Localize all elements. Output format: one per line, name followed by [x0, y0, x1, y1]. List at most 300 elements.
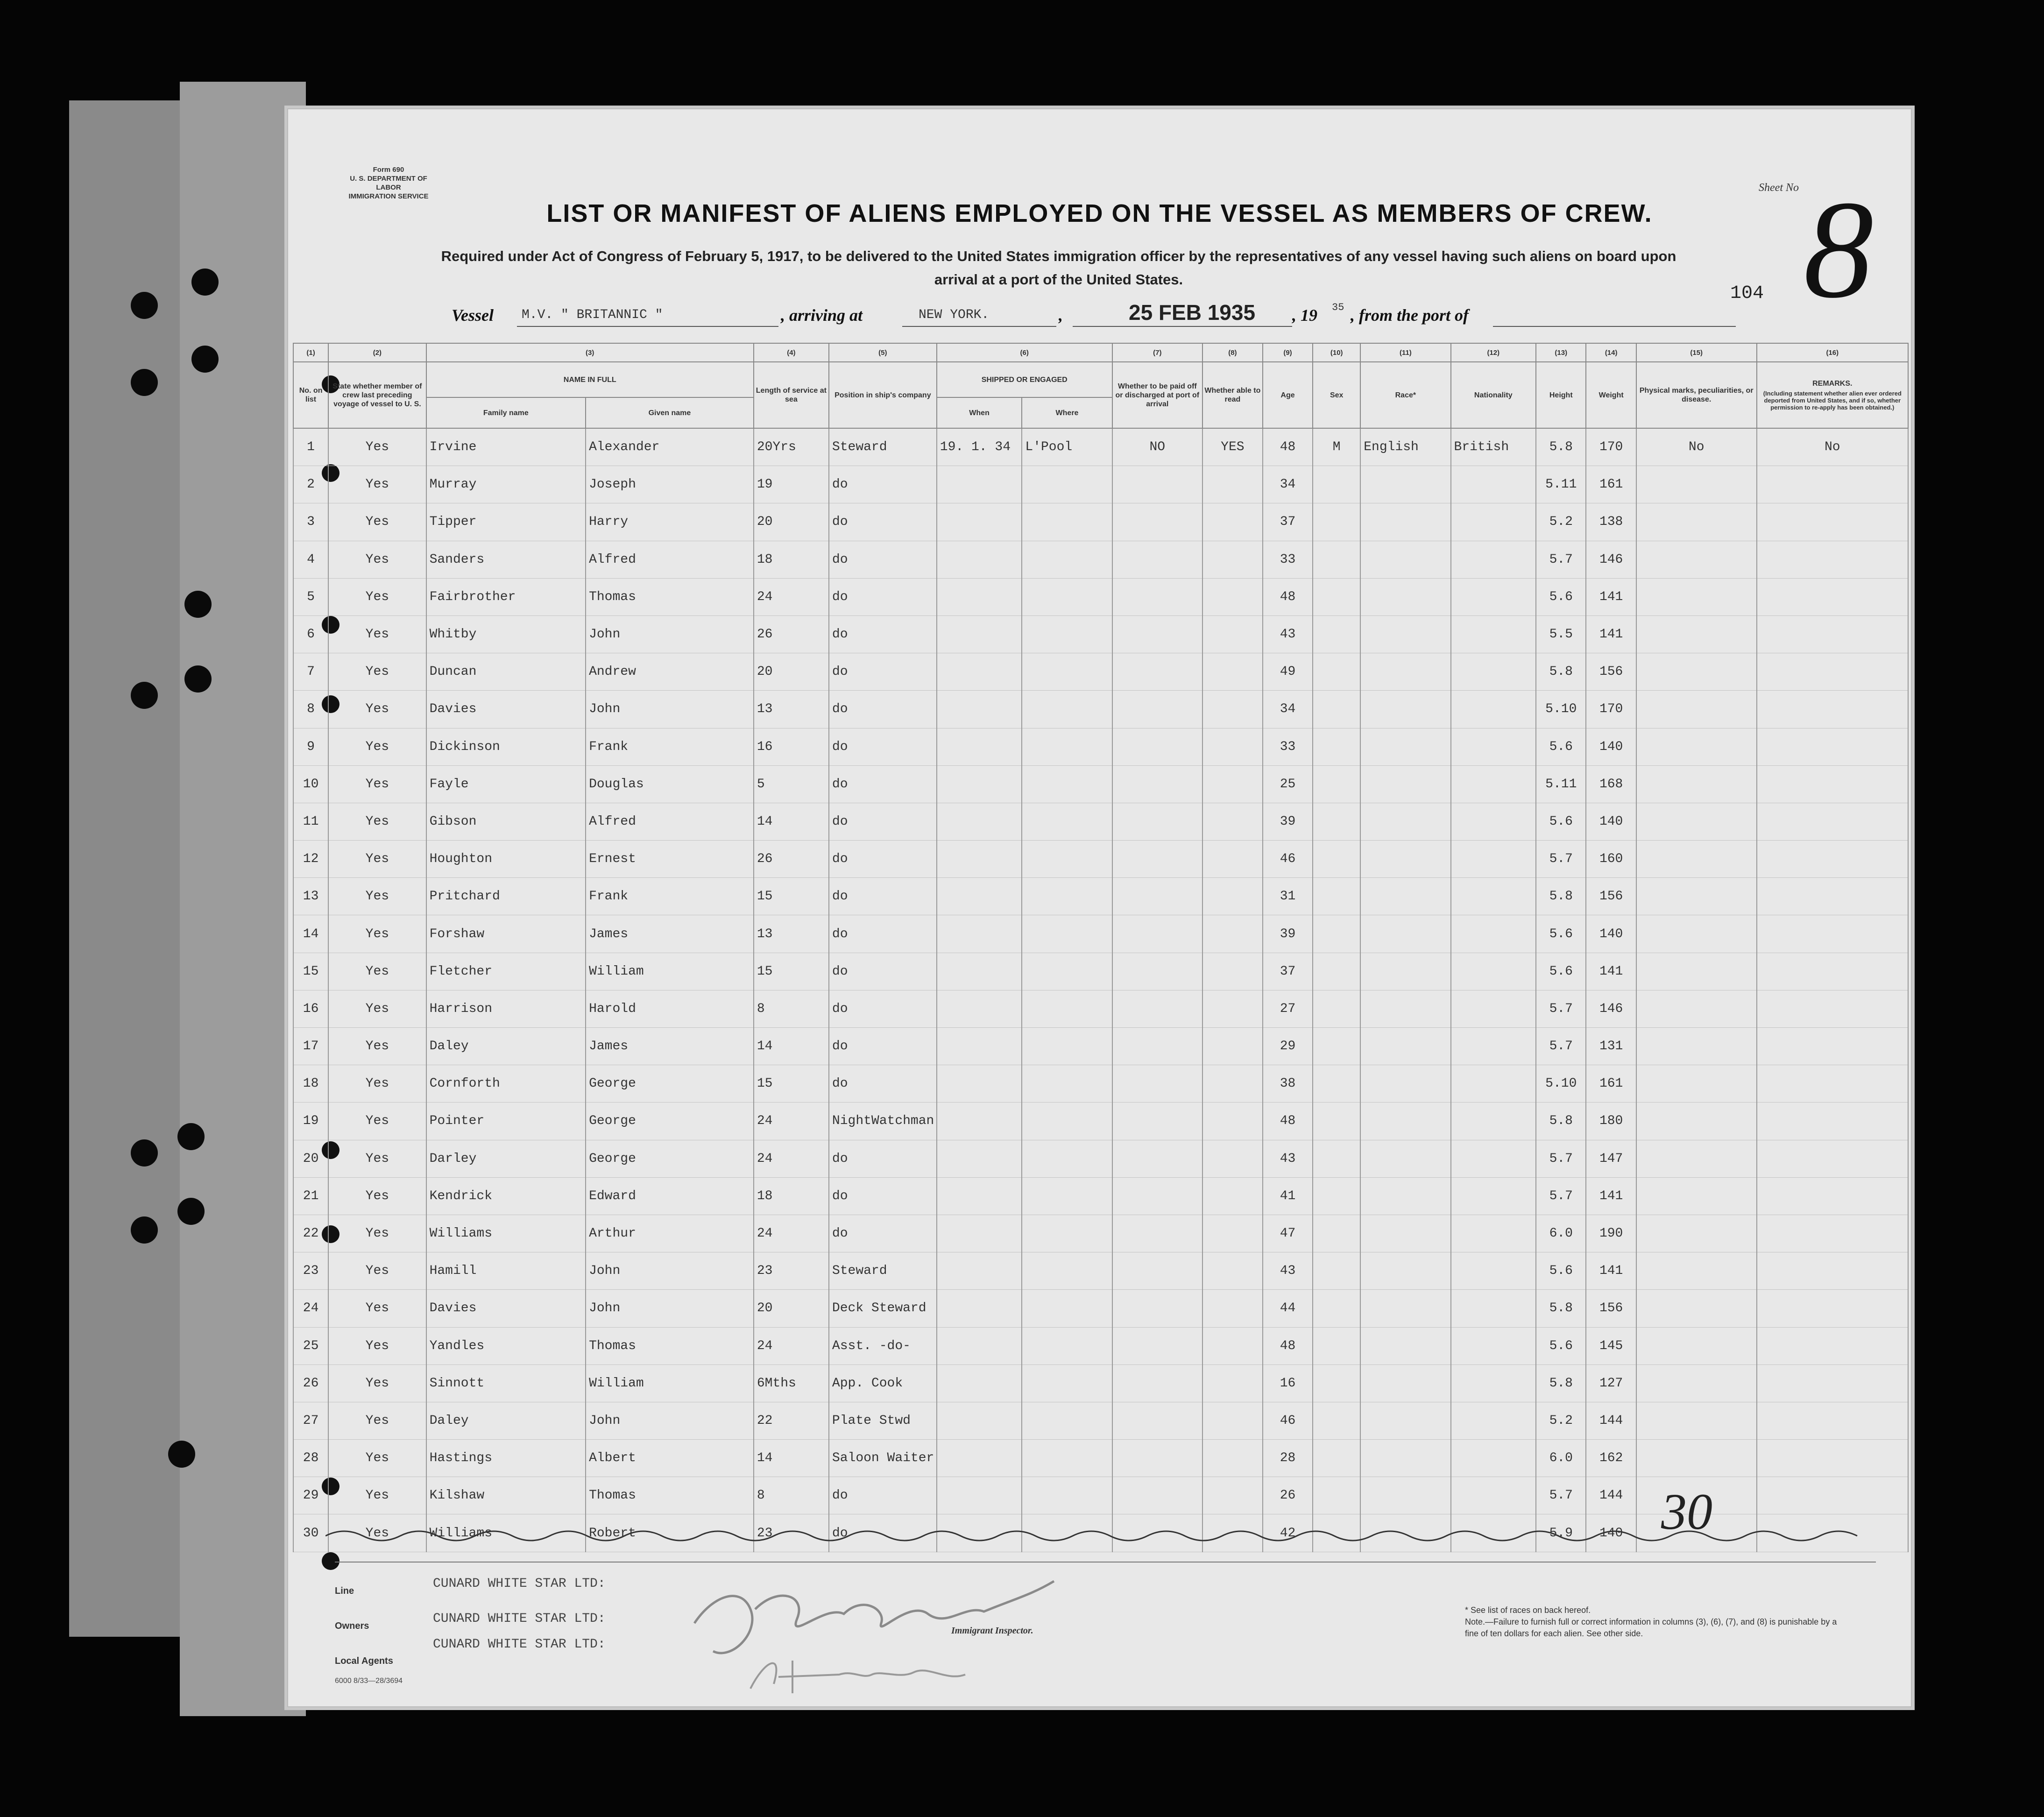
cell-race	[1360, 1477, 1450, 1514]
cell-given: Alfred	[586, 541, 754, 578]
cell-position: do	[829, 841, 937, 878]
cell-weight: 131	[1586, 1028, 1636, 1065]
cell-height: 5.8	[1536, 1290, 1586, 1327]
cell-marks	[1636, 1290, 1757, 1327]
cell-weight: 168	[1586, 765, 1636, 803]
cell-age: 41	[1263, 1177, 1313, 1215]
cell-nationality	[1451, 765, 1536, 803]
cell-given: Frank	[586, 728, 754, 765]
cell-remarks	[1757, 466, 1908, 503]
cell-sex	[1313, 915, 1360, 953]
cell-read	[1202, 503, 1263, 541]
cell-weight: 190	[1586, 1215, 1636, 1252]
cell-sex	[1313, 1477, 1360, 1514]
column-number: (14)	[1586, 343, 1636, 362]
column-number: (13)	[1536, 343, 1586, 362]
cell-race	[1360, 1402, 1450, 1439]
cell-read	[1202, 1477, 1263, 1514]
cell-nationality	[1451, 653, 1536, 691]
cell-prev: Yes	[328, 1402, 426, 1439]
cell-read	[1202, 1327, 1263, 1365]
cell-sex	[1313, 878, 1360, 915]
cell-service: 20Yrs	[754, 428, 829, 466]
cell-prev: Yes	[328, 1215, 426, 1252]
cell-marks	[1636, 1215, 1757, 1252]
cell-nationality	[1451, 1477, 1536, 1514]
cell-family: Davies	[426, 691, 586, 728]
cell-family: Harrison	[426, 990, 586, 1027]
cell-paid	[1112, 1402, 1202, 1439]
cell-sex	[1313, 990, 1360, 1027]
cell-where	[1022, 1365, 1112, 1402]
cell-when	[937, 1177, 1022, 1215]
cell-weight: 141	[1586, 1252, 1636, 1290]
cell-remarks	[1757, 1065, 1908, 1103]
cell-age: 28	[1263, 1440, 1313, 1477]
cell-given: James	[586, 1028, 754, 1065]
table-row	[293, 1402, 1908, 1439]
cell-read	[1202, 878, 1263, 915]
punch-hole	[184, 591, 212, 618]
cell-sex	[1313, 803, 1360, 840]
cell-read	[1202, 578, 1263, 615]
cell-read	[1202, 1103, 1263, 1140]
cell-age: 48	[1263, 428, 1313, 466]
cell-race	[1360, 1140, 1450, 1177]
cell-service: 14	[754, 803, 829, 840]
column-number: (5)	[829, 343, 937, 362]
cell-position: do	[829, 990, 937, 1027]
cell-marks	[1636, 765, 1757, 803]
cell-where	[1022, 878, 1112, 915]
cell-family: Fayle	[426, 765, 586, 803]
cell-read	[1202, 1440, 1263, 1477]
from-label: , from the port of	[1351, 306, 1469, 325]
year-suffix: 35	[1332, 302, 1344, 313]
cell-sex	[1313, 953, 1360, 990]
cell-marks	[1636, 615, 1757, 653]
cell-race: English	[1360, 428, 1450, 466]
cell-remarks	[1757, 953, 1908, 990]
table-row	[293, 578, 1908, 615]
column-number: (12)	[1451, 343, 1536, 362]
cell-race	[1360, 1177, 1450, 1215]
cell-no: 13	[293, 878, 328, 915]
table-row	[293, 841, 1908, 878]
cell-read	[1202, 1140, 1263, 1177]
cell-sex	[1313, 728, 1360, 765]
cell-when	[937, 615, 1022, 653]
cell-weight: 140	[1586, 728, 1636, 765]
cell-weight: 138	[1586, 503, 1636, 541]
cell-family: Hamill	[426, 1252, 586, 1290]
cell-service: 26	[754, 841, 829, 878]
cell-sex	[1313, 1327, 1360, 1365]
cell-position: do	[829, 765, 937, 803]
cell-service: 6Mths	[754, 1365, 829, 1402]
cell-paid	[1112, 1365, 1202, 1402]
cell-no: 16	[293, 990, 328, 1027]
cell-when	[937, 1103, 1022, 1140]
cell-weight: 147	[1586, 1140, 1636, 1177]
cell-marks	[1636, 578, 1757, 615]
cell-sex	[1313, 615, 1360, 653]
cell-no: 2	[293, 466, 328, 503]
cell-no: 6	[293, 615, 328, 653]
column-note: (Including statement whether alien ever ordered deported from United States, and if so, whether permission to re-apply has been obtained.)	[1763, 390, 1902, 411]
cell-sex: M	[1313, 428, 1360, 466]
cell-prev: Yes	[328, 1252, 426, 1290]
cell-race	[1360, 615, 1450, 653]
cell-read	[1202, 1065, 1263, 1103]
cell-paid	[1112, 953, 1202, 990]
cell-weight: 127	[1586, 1365, 1636, 1402]
cell-when: 19. 1. 34	[937, 428, 1022, 466]
cell-remarks	[1757, 1140, 1908, 1177]
cell-height: 5.5	[1536, 615, 1586, 653]
cell-where	[1022, 578, 1112, 615]
table-row	[293, 1327, 1908, 1365]
cell-nationality	[1451, 841, 1536, 878]
table-row	[293, 878, 1908, 915]
cell-remarks	[1757, 1402, 1908, 1439]
column-label: Length of service at sea	[756, 387, 827, 403]
column-subheader: When	[937, 397, 1022, 428]
cell-position: do	[829, 803, 937, 840]
table-row	[293, 1103, 1908, 1140]
cell-age: 34	[1263, 691, 1313, 728]
cell-when	[937, 1252, 1022, 1290]
table-row	[293, 691, 1908, 728]
cell-given: Robert	[586, 1514, 754, 1552]
cell-prev: Yes	[328, 1440, 426, 1477]
cell-service: 22	[754, 1402, 829, 1439]
closing-wavy-line	[325, 1527, 1876, 1545]
cell-age: 16	[1263, 1365, 1313, 1402]
cell-height: 5.8	[1536, 878, 1586, 915]
column-subheader: Given name	[586, 397, 754, 428]
cell-read	[1202, 841, 1263, 878]
column-label: REMARKS.	[1812, 380, 1853, 388]
cell-when	[937, 841, 1022, 878]
cell-paid	[1112, 1477, 1202, 1514]
cell-sex	[1313, 503, 1360, 541]
cell-where	[1022, 1103, 1112, 1140]
cell-remarks	[1757, 503, 1908, 541]
cell-when	[937, 1440, 1022, 1477]
cell-sex	[1313, 1103, 1360, 1140]
cell-paid	[1112, 1327, 1202, 1365]
cell-paid: NO	[1112, 428, 1202, 466]
column-header	[1112, 362, 1202, 428]
cell-age: 43	[1263, 615, 1313, 653]
cell-nationality	[1451, 1327, 1536, 1365]
cell-age: 46	[1263, 1402, 1313, 1439]
cell-remarks	[1757, 1327, 1908, 1365]
cell-no: 28	[293, 1440, 328, 1477]
cell-nationality	[1451, 691, 1536, 728]
cell-sex	[1313, 1290, 1360, 1327]
cell-service: 24	[754, 1327, 829, 1365]
cell-nationality	[1451, 1028, 1536, 1065]
cell-when	[937, 1402, 1022, 1439]
column-header	[1263, 362, 1313, 428]
cell-height: 5.8	[1536, 1103, 1586, 1140]
cell-given: Alfred	[586, 803, 754, 840]
cell-nationality	[1451, 1140, 1536, 1177]
cell-remarks	[1757, 841, 1908, 878]
cell-read	[1202, 803, 1263, 840]
cell-read	[1202, 615, 1263, 653]
cell-height: 5.2	[1536, 1402, 1586, 1439]
cell-read	[1202, 1177, 1263, 1215]
underline	[517, 326, 778, 327]
cell-position: do	[829, 1477, 937, 1514]
cell-marks	[1636, 1252, 1757, 1290]
cell-service: 15	[754, 1065, 829, 1103]
cell-prev: Yes	[328, 1140, 426, 1177]
cell-remarks	[1757, 1252, 1908, 1290]
crew-table	[293, 343, 1909, 1552]
cell-no: 14	[293, 915, 328, 953]
cell-family: Pritchard	[426, 878, 586, 915]
cell-age: 48	[1263, 578, 1313, 615]
cell-prev: Yes	[328, 1103, 426, 1140]
cell-paid	[1112, 990, 1202, 1027]
cell-when	[937, 878, 1022, 915]
cell-no: 10	[293, 765, 328, 803]
punch-hole	[131, 1216, 158, 1244]
cell-race	[1360, 990, 1450, 1027]
cell-weight: 146	[1586, 990, 1636, 1027]
cell-no: 15	[293, 953, 328, 990]
cell-where	[1022, 915, 1112, 953]
table-row	[293, 503, 1908, 541]
cell-weight: 156	[1586, 878, 1636, 915]
cell-service: 8	[754, 990, 829, 1027]
cell-no: 29	[293, 1477, 328, 1514]
cell-nationality	[1451, 915, 1536, 953]
cell-weight: 141	[1586, 1177, 1636, 1215]
cell-family: Houghton	[426, 841, 586, 878]
cell-given: George	[586, 1065, 754, 1103]
cell-weight: 162	[1586, 1440, 1636, 1477]
cell-sex	[1313, 841, 1360, 878]
column-number: (6)	[937, 343, 1112, 362]
cell-family: Forshaw	[426, 915, 586, 953]
column-header	[829, 362, 937, 428]
cell-position: Steward	[829, 428, 937, 466]
cell-given: Douglas	[586, 765, 754, 803]
cell-age: 29	[1263, 1028, 1313, 1065]
column-label: Race*	[1395, 391, 1416, 399]
table-row	[293, 953, 1908, 990]
cell-no: 8	[293, 691, 328, 728]
column-number: (3)	[426, 343, 754, 362]
underline	[1493, 326, 1736, 327]
cell-paid	[1112, 1103, 1202, 1140]
cell-paid	[1112, 841, 1202, 878]
cell-given: Harry	[586, 503, 754, 541]
table-row	[293, 1215, 1908, 1252]
vessel-label: Vessel	[452, 306, 494, 325]
cell-family: Kendrick	[426, 1177, 586, 1215]
cell-read	[1202, 1365, 1263, 1402]
cell-marks	[1636, 466, 1757, 503]
cell-remarks	[1757, 615, 1908, 653]
penalty-note: Note.—Failure to furnish full or correct information in columns (3), (6), (7), and (8) is punishable by a fine of ten dollars for each alien. See other side.	[1465, 1617, 1837, 1638]
cell-position: App. Cook	[829, 1365, 937, 1402]
cell-service: 5	[754, 765, 829, 803]
column-subheader: Where	[1022, 397, 1112, 428]
cell-sex	[1313, 653, 1360, 691]
column-number: (11)	[1360, 343, 1450, 362]
cell-when	[937, 1215, 1022, 1252]
cell-height: 6.0	[1536, 1215, 1586, 1252]
service: IMMIGRATION SERVICE	[348, 192, 429, 200]
cell-weight: 146	[1586, 541, 1636, 578]
cell-weight: 161	[1586, 1065, 1636, 1103]
cell-prev: Yes	[328, 841, 426, 878]
cell-nationality	[1451, 578, 1536, 615]
cell-family: Kilshaw	[426, 1477, 586, 1514]
department: U. S. DEPARTMENT OF LABOR	[350, 175, 427, 191]
cell-paid	[1112, 1290, 1202, 1327]
cell-where	[1022, 1477, 1112, 1514]
cell-position: do	[829, 578, 937, 615]
cell-when	[937, 541, 1022, 578]
cell-read	[1202, 541, 1263, 578]
cell-no: 20	[293, 1140, 328, 1177]
cell-when	[937, 990, 1022, 1027]
cell-prev: Yes	[328, 466, 426, 503]
cell-where	[1022, 1065, 1112, 1103]
cell-marks	[1636, 878, 1757, 915]
cell-where	[1022, 615, 1112, 653]
column-label: State whether member of crew last preceding voyage of vessel to U. S.	[332, 382, 422, 408]
cell-service: 19	[754, 466, 829, 503]
cell-service: 24	[754, 1103, 829, 1140]
cell-no: 22	[293, 1215, 328, 1252]
cell-height: 5.8	[1536, 428, 1586, 466]
cell-marks	[1636, 990, 1757, 1027]
cell-position: Asst. -do-	[829, 1327, 937, 1365]
cell-family: Williams	[426, 1514, 586, 1552]
cell-paid	[1112, 1140, 1202, 1177]
cell-no: 5	[293, 578, 328, 615]
punch-hole	[131, 292, 158, 319]
cell-nationality	[1451, 1402, 1536, 1439]
table-row	[293, 428, 1908, 466]
cell-given: Joseph	[586, 466, 754, 503]
cell-read	[1202, 1290, 1263, 1327]
cell-family: Cornforth	[426, 1065, 586, 1103]
cell-prev: Yes	[328, 691, 426, 728]
cell-height: 5.7	[1536, 990, 1586, 1027]
cell-age: 44	[1263, 1290, 1313, 1327]
table-row	[293, 615, 1908, 653]
cell-remarks	[1757, 1103, 1908, 1140]
cell-remarks	[1757, 1177, 1908, 1215]
cell-service: 26	[754, 615, 829, 653]
cell-remarks	[1757, 691, 1908, 728]
underline	[1073, 326, 1292, 327]
arriving-port: NEW YORK.	[919, 308, 990, 322]
cell-marks	[1636, 728, 1757, 765]
cell-given: Arthur	[586, 1215, 754, 1252]
cell-read	[1202, 765, 1263, 803]
cell-sex	[1313, 1402, 1360, 1439]
cell-remarks	[1757, 1440, 1908, 1477]
cell-when	[937, 915, 1022, 953]
cell-position: do	[829, 615, 937, 653]
cell-read	[1202, 915, 1263, 953]
cell-weight: 140	[1586, 1514, 1636, 1552]
table-row	[293, 765, 1908, 803]
column-label: Nationality	[1474, 391, 1513, 399]
cell-race	[1360, 1365, 1450, 1402]
cell-service: 15	[754, 953, 829, 990]
cell-paid	[1112, 466, 1202, 503]
cell-age: 33	[1263, 541, 1313, 578]
cell-position: Steward	[829, 1252, 937, 1290]
cell-service: 20	[754, 1290, 829, 1327]
cell-nationality	[1451, 541, 1536, 578]
footer	[335, 1562, 1876, 1703]
cell-service: 20	[754, 653, 829, 691]
page-reference: 104	[1730, 283, 1764, 304]
cell-family: Daley	[426, 1402, 586, 1439]
cell-when	[937, 578, 1022, 615]
cell-race	[1360, 503, 1450, 541]
cell-when	[937, 953, 1022, 990]
cell-position: do	[829, 541, 937, 578]
cell-sex	[1313, 1140, 1360, 1177]
cell-remarks	[1757, 1028, 1908, 1065]
cell-height: 5.2	[1536, 503, 1586, 541]
cell-weight: 141	[1586, 953, 1636, 990]
cell-family: Whitby	[426, 615, 586, 653]
cell-remarks	[1757, 878, 1908, 915]
cell-no: 18	[293, 1065, 328, 1103]
cell-no: 7	[293, 653, 328, 691]
cell-position: do	[829, 1028, 937, 1065]
cell-remarks	[1757, 541, 1908, 578]
cell-prev: Yes	[328, 1327, 426, 1365]
cell-weight: 140	[1586, 803, 1636, 840]
cell-no: 27	[293, 1402, 328, 1439]
table-row	[293, 1065, 1908, 1103]
cell-nationality	[1451, 503, 1536, 541]
cell-age: 49	[1263, 653, 1313, 691]
cell-given: John	[586, 1290, 754, 1327]
cell-where	[1022, 1327, 1112, 1365]
cell-read	[1202, 1252, 1263, 1290]
cell-height: 5.11	[1536, 765, 1586, 803]
cell-given: Thomas	[586, 578, 754, 615]
cell-height: 5.7	[1536, 841, 1586, 878]
column-label: Weight	[1598, 391, 1624, 399]
cell-family: Davies	[426, 1290, 586, 1327]
manifest-sheet	[287, 108, 1912, 1707]
cell-nationality	[1451, 1365, 1536, 1402]
cell-race	[1360, 691, 1450, 728]
cell-sex	[1313, 1028, 1360, 1065]
cell-family: Dickinson	[426, 728, 586, 765]
cell-remarks	[1757, 1215, 1908, 1252]
cell-no: 9	[293, 728, 328, 765]
cell-marks	[1636, 503, 1757, 541]
